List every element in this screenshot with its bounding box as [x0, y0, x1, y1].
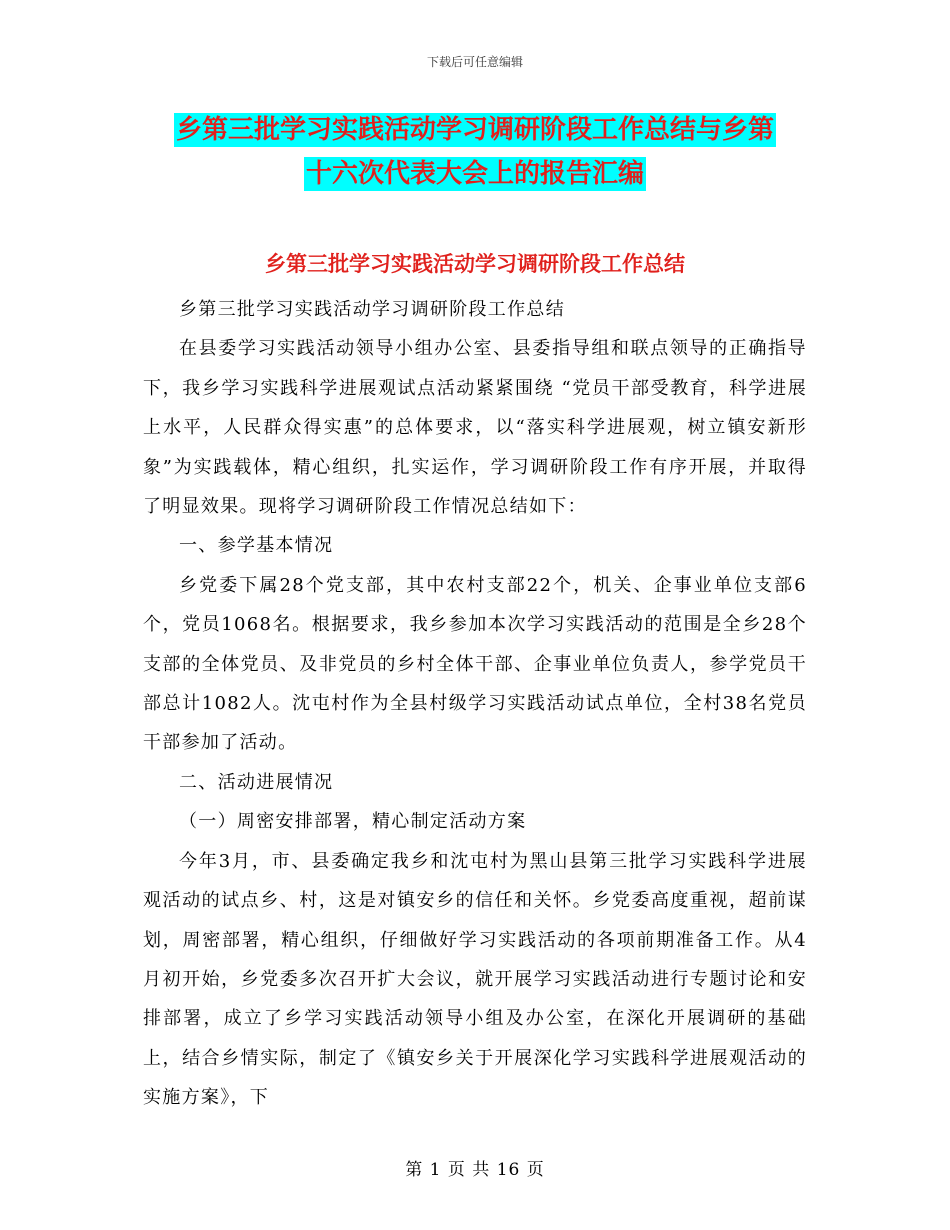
header-note: 下载后可任意编辑 — [426, 55, 523, 69]
subheading-arrangement: （一）周密安排部署，精心制定活动方案 — [179, 811, 527, 833]
paragraph-arrangement: 今年3月，市、县委确定我乡和沈屯村为黑山县第三批学习实践科学进展观活动的试点乡、村，这是对镇安乡的信任和关怀。乡党委高度重视，超前谋划，周密部署，精心组织，仔细做好学习实践活动的各项前期准备工作。从4月初开始，乡党委多次召开扩大会议，就开展学习实践活动进行专题讨论和安排部署，成立了乡学习实践活动领导小组及办公室，在深化开展调研的基础上，结合乡情实际，制定了《镇安乡关于开展深化学习实践科学进展观活动的实施方案》，下 — [143, 850, 807, 1109]
body-text — [143, 290, 807, 1118]
section-title: 乡第三批学习实践活动学习调研阶段工作总结 — [265, 252, 685, 276]
paragraph-subtitle: 乡第三批学习实践活动学习调研阶段工作总结 — [179, 299, 565, 320]
heading-activity-progress: 二、活动进展情况 — [179, 771, 334, 793]
document-title — [150, 108, 800, 196]
paragraph-basic-situation: 乡党委下属28个党支部，其中农村支部22个，机关、企事业单位支部6个，党员1068名。根据要求，我乡参加本次学习实践活动的范围是全乡28个支部的全体党员、及非党员的乡村全体干部、企事业单位负责人，参学党员干部总计1082人。沈屯村作为全县村级学习实践活动试点单位，全村38名党员干部参加了活动。 — [143, 574, 807, 754]
page-number: 第 1 页 共 16 页 — [405, 1160, 545, 1180]
paragraph-intro: 在县委学习实践活动领导小组办公室、县委指导组和联点领导的正确指导下，我乡学习实践科学进展观试点活动紧紧围绕 “党员干部受教育，科学进展上水平，人民群众得实惠”的总体要求，以“落实科学进展观，树立镇安新形象”为实践载体，精心组织，扎实运作，学习调研阶段工作有序开展，并取得了明显效果。现将学习调研阶段工作情况总结如下： — [143, 338, 807, 518]
title-line-1: 乡第三批学习实践活动学习调研阶段工作总结与乡第 — [175, 115, 774, 145]
title-line-2: 十六次代表大会上的报告汇编 — [305, 159, 644, 189]
heading-basic-situation: 一、参学基本情况 — [179, 535, 334, 557]
